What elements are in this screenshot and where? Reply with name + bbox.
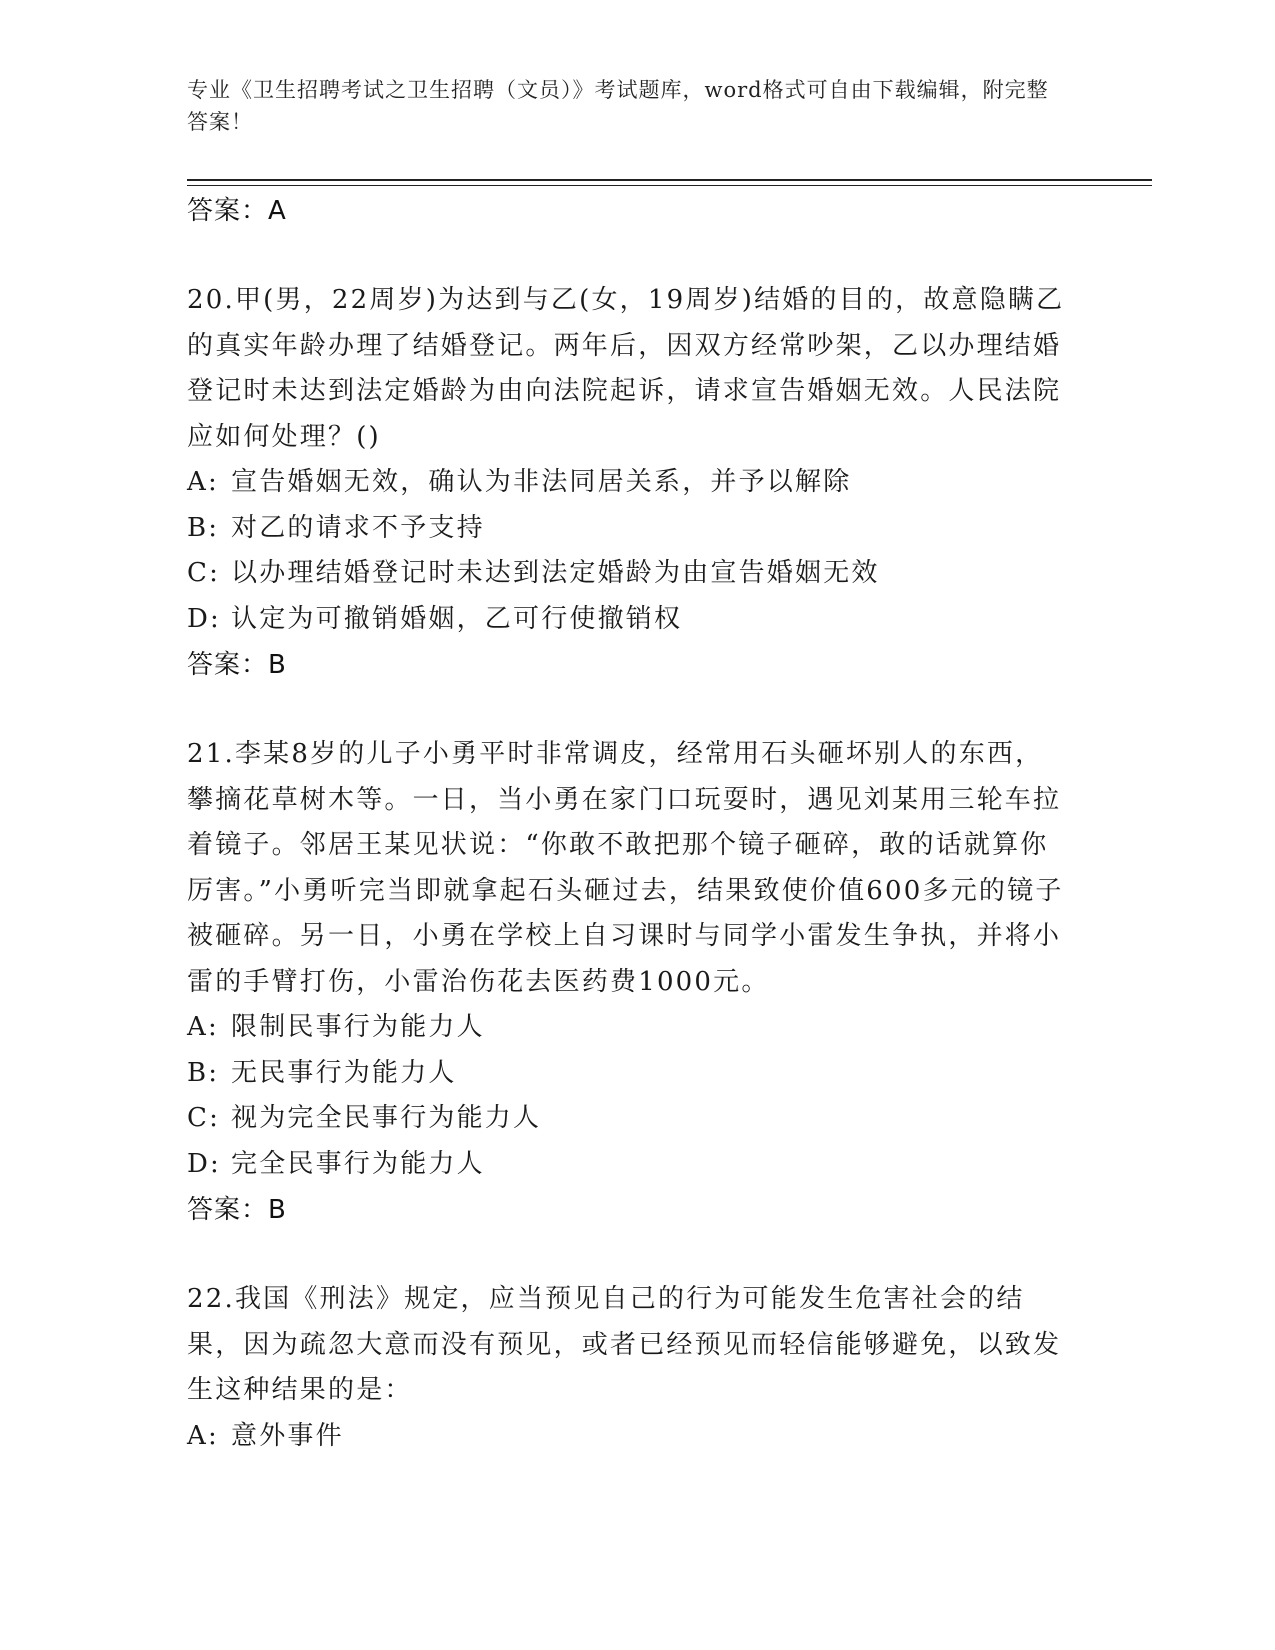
option-c	[187, 1096, 1067, 1142]
spacer	[187, 234, 1067, 278]
answer-line: 答案：B	[187, 1195, 287, 1225]
header-rule-thin	[187, 185, 1152, 186]
option-letter: A:	[187, 467, 219, 497]
option-text: 对乙的请求不予支持	[231, 512, 485, 543]
question-block	[187, 732, 1067, 1233]
question-block	[187, 1277, 1067, 1459]
option-text: 宣告婚姻无效，确认为非法同居关系，并予以解除	[231, 467, 852, 497]
option-d	[187, 597, 1067, 643]
option-text: 意外事件	[231, 1420, 344, 1451]
answer-line: 答案：A	[187, 196, 287, 226]
option-a	[187, 1414, 1067, 1460]
question-text: 20.甲(男，22周岁)为达到与乙(女，19周岁)结婚的目的，故意隐瞒乙的真实年龄办理了结婚登记。两年后，因双方经常吵架，乙以办理结婚登记时未达到法定婚龄为由向法院起诉，请求宣告婚姻无效。人民法院应如何处理？()	[187, 285, 1065, 452]
header-rule-thick	[187, 179, 1152, 181]
option-letter: B:	[187, 512, 220, 543]
question-block	[187, 278, 1067, 688]
option-letter: C:	[187, 558, 221, 588]
option-text: 完全民事行为能力人	[231, 1148, 485, 1179]
option-b	[187, 506, 1067, 552]
option-a	[187, 460, 1067, 506]
spacer	[187, 1233, 1067, 1277]
option-letter: B:	[187, 1057, 220, 1088]
option-text: 认定为可撤销婚姻，乙可行使撤销权	[231, 603, 683, 634]
option-letter: A:	[187, 1012, 219, 1042]
option-letter: D:	[187, 1148, 222, 1179]
option-letter: A:	[187, 1420, 219, 1451]
option-b	[187, 1051, 1067, 1097]
option-text: 无民事行为能力人	[231, 1057, 457, 1088]
option-letter: C:	[187, 1103, 221, 1133]
option-d	[187, 1142, 1067, 1188]
question-list	[187, 188, 1067, 1459]
spacer	[187, 688, 1067, 732]
option-c	[187, 551, 1067, 597]
question-text: 21.李某8岁的儿子小勇平时非常调皮，经常用石头砸坏别人的东西，攀摘花草树木等。一日，当小勇在家门口玩耍时，遇见刘某用三轮车拉着镜子。邻居王某见状说：“你敢不敢把那个镜子砸碎，敢的话就算你厉害。”小勇听完当即就拿起石头砸过去，结果致使价值600多元的镜子被砸碎。另一日，小勇在学校上自习课时与同学小雷发生争执，并将小雷的手臂打伤，小雷治伤花去医药费1000元。	[187, 739, 1064, 997]
question-text: 22.我国《刑法》规定，应当预见自己的行为可能发生危害社会的结果，因为疏忽大意而没有预见，或者已经预见而轻信能够避免，以致发生这种结果的是：	[187, 1284, 1062, 1405]
answer-line: 答案：B	[187, 650, 287, 680]
option-text: 限制民事行为能力人	[231, 1012, 485, 1042]
option-text: 视为完全民事行为能力人	[231, 1103, 542, 1133]
option-letter: D:	[187, 603, 222, 634]
option-a	[187, 1005, 1067, 1051]
page-header: 专业《卫生招聘考试之卫生招聘（文员）》考试题库，word格式可自由下载编辑，附完整答案！	[187, 78, 1049, 134]
option-text: 以办理结婚登记时未达到法定婚龄为由宣告婚姻无效	[231, 558, 880, 588]
